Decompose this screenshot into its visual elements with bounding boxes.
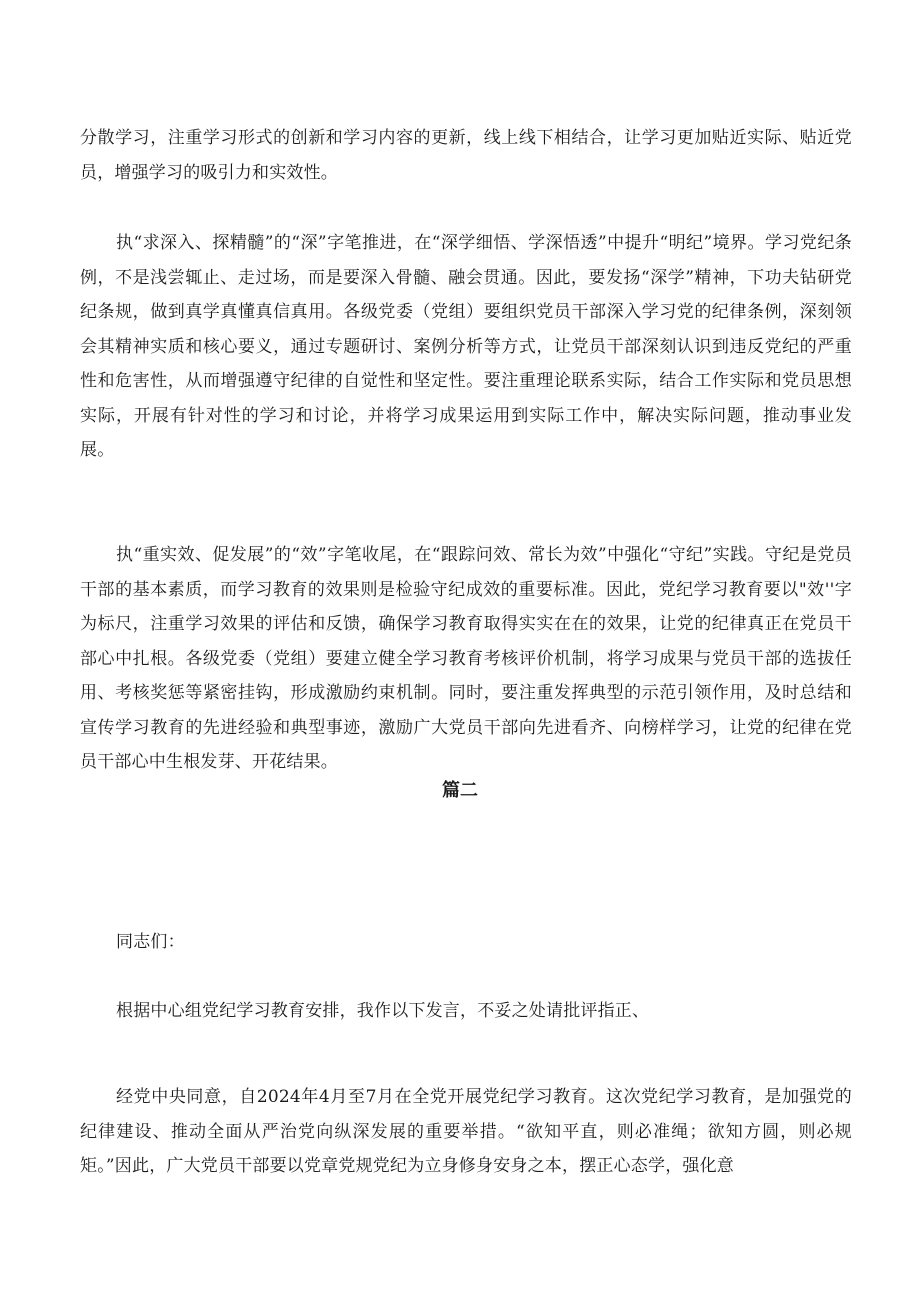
paragraph-continuation: 分散学习，注重学习形式的创新和学习内容的更新，线上线下相结合，让学习更加贴近实际、贴近党员，增强学习的吸引力和实效性。 (80, 128, 852, 183)
salutation: 同志们： (116, 932, 185, 952)
paragraph-party-central: 经党中央同意，自2024年4月至7月在全党开展党纪学习教育。这次党纪学习教育，是加强党的纪律建设、推动全面从严治党向纵深发展的重要举措。“欲知平直，则必准绳；欲知方圆，则必规矩。”因此，广大党员干部要以党章党规党纪为立身修身安身之本，摆正心态学，强化意 (80, 1087, 852, 1176)
paragraph-speech-intro: 根据中心组党纪学习教育安排，我作以下发言，不妥之处请批评指正、 (116, 1001, 650, 1021)
section-heading: 篇二 (442, 780, 478, 801)
paragraph-effectiveness: 执“重实效、促发展”的“效”字笔收尾，在“跟踪问效、常长为效”中强化“守纪”实践。守纪是党员干部的基本素质，而学习教育的效果则是检验守纪成效的重要标准。因此，党纪学习教育要以"效''字为标尺，注重学习效果的评估和反馈，确保学习教育取得实实在在的效果，让党的纪律真正在党员干部心中扎根。各级党委（党组）要建立健全学习教育考核评价机制，将学习成果与党员干部的选拔任用、考核奖惩等紧密挂钩，形成激励约束机制。同时，要注重发挥典型的示范引领作用，及时总结和宣传学习教育的先进经验和典型事迹，激励广大党员干部向先进看齐、向榜样学习，让党的纪律在党员干部心中生根发芽、开花结果。 (80, 545, 852, 772)
paragraph-deep-study: 执“求深入、探精髓”的“深”字笔推进，在“深学细悟、学深悟透”中提升“明纪”境界。学习党纪条例，不是浅尝辄止、走过场，而是要深入骨髓、融会贯通。因此，要发扬“深学”精神，下功夫钻研党纪条规，做到真学真懂真信真用。各级党委（党组）要组织党员干部深入学习党的纪律条例，深刻领会其精神实质和核心要义，通过专题研讨、案例分析等方式，让党员干部深刻认识到违反党纪的严重性和危害性，从而增强遵守纪律的自觉性和坚定性。要注重理论联系实际，结合工作实际和党员思想实际，开展有针对性的学习和讨论，并将学习成果运用到实际工作中，解决实际问题，推动事业发展。 (80, 233, 852, 460)
